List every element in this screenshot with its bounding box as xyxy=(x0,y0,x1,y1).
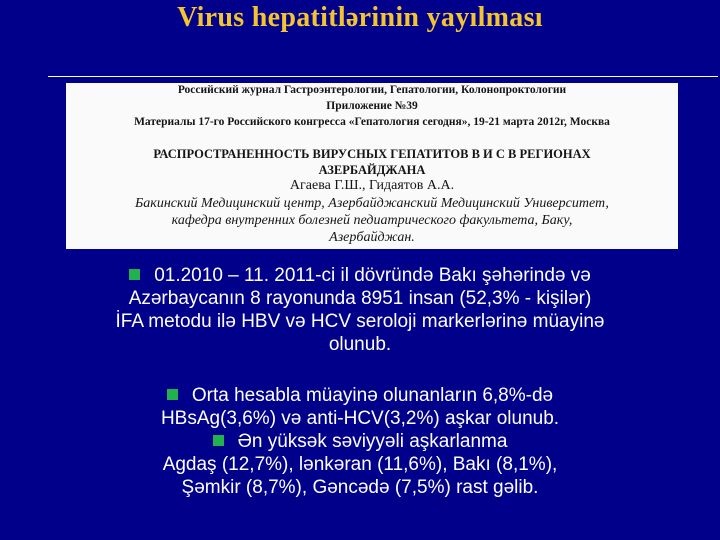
bullet-1-line-4: olunub. xyxy=(328,334,392,355)
bullet-3-line-1-text: Ən yüksək səviyyəli aşkarlanma xyxy=(237,431,508,452)
bullet-1-line-2: Azərbaycanın 8 rayonunda 8951 insan (52,3% - kişilər) xyxy=(128,288,592,309)
authors-line: Агаева Г.Ш., Гидаятов А.А. xyxy=(289,178,455,193)
affiliation-line-1: Бакинский Медицинский центр, Азербайджанский Медицинский Университет, xyxy=(135,196,609,211)
bullet-3-line xyxy=(0,430,720,453)
bullet-paragraph-2 xyxy=(0,384,720,499)
bullet-2-line-1-text: Orta hesabla müayinə olunanların 6,8%-də xyxy=(191,385,554,406)
article-title-line-2: АЗЕРБАЙДЖАНА xyxy=(318,163,426,177)
bullet-2-line-2: HBsAg(3,6%) və anti-HCV(3,2%) aşkar olunub. xyxy=(160,408,560,429)
bullet-3-line-2: Agdaş (12,7%), lənkəran (11,6%), Bakı (8,1%), xyxy=(162,454,558,475)
journal-name-line: Российский журнал Гастроэнтерологии, Гепатологии, Колонопроктологии xyxy=(177,84,567,96)
bullet-paragraph-1 xyxy=(0,264,720,356)
square-bullet-icon xyxy=(167,389,178,400)
article-title-line-1: РАСПРОСТРАНЕННОСТЬ ВИРУСНЫХ ГЕПАТИТОВ В И С В РЕГИОНАХ xyxy=(153,147,591,161)
bullet-1-line-1-text: 01.2010 – 11. 2011-ci il dövründə Bakı şəhərində və xyxy=(154,265,591,286)
supplement-line: Приложение №39 xyxy=(326,100,418,112)
bullet-3-line-3: Şəmkir (8,7%), Gəncədə (7,5%) rast gəlib. xyxy=(181,477,539,498)
affiliation-line-3: Азербайджан. xyxy=(329,230,415,245)
slide-title: Virus hepatitlərinin yayılması xyxy=(177,2,543,33)
affiliation-line-2: кафедра внутренних болезней педиатрического факультета, Баку, xyxy=(171,213,573,228)
square-bullet-icon xyxy=(129,269,140,280)
bullet-2-line xyxy=(0,384,720,407)
article-scan-image xyxy=(66,83,678,249)
congress-line: Материалы 17-го Российского конгресса «Гепатология сегодня», 19-21 марта 2012г, Москва xyxy=(134,116,610,128)
bullet-1-line xyxy=(0,264,720,287)
title-divider xyxy=(48,76,718,77)
bullet-1-line-3: İFA metodu ilə HBV və HCV seroloji markerlərinə müayinə xyxy=(115,311,605,332)
square-bullet-icon xyxy=(213,435,224,446)
